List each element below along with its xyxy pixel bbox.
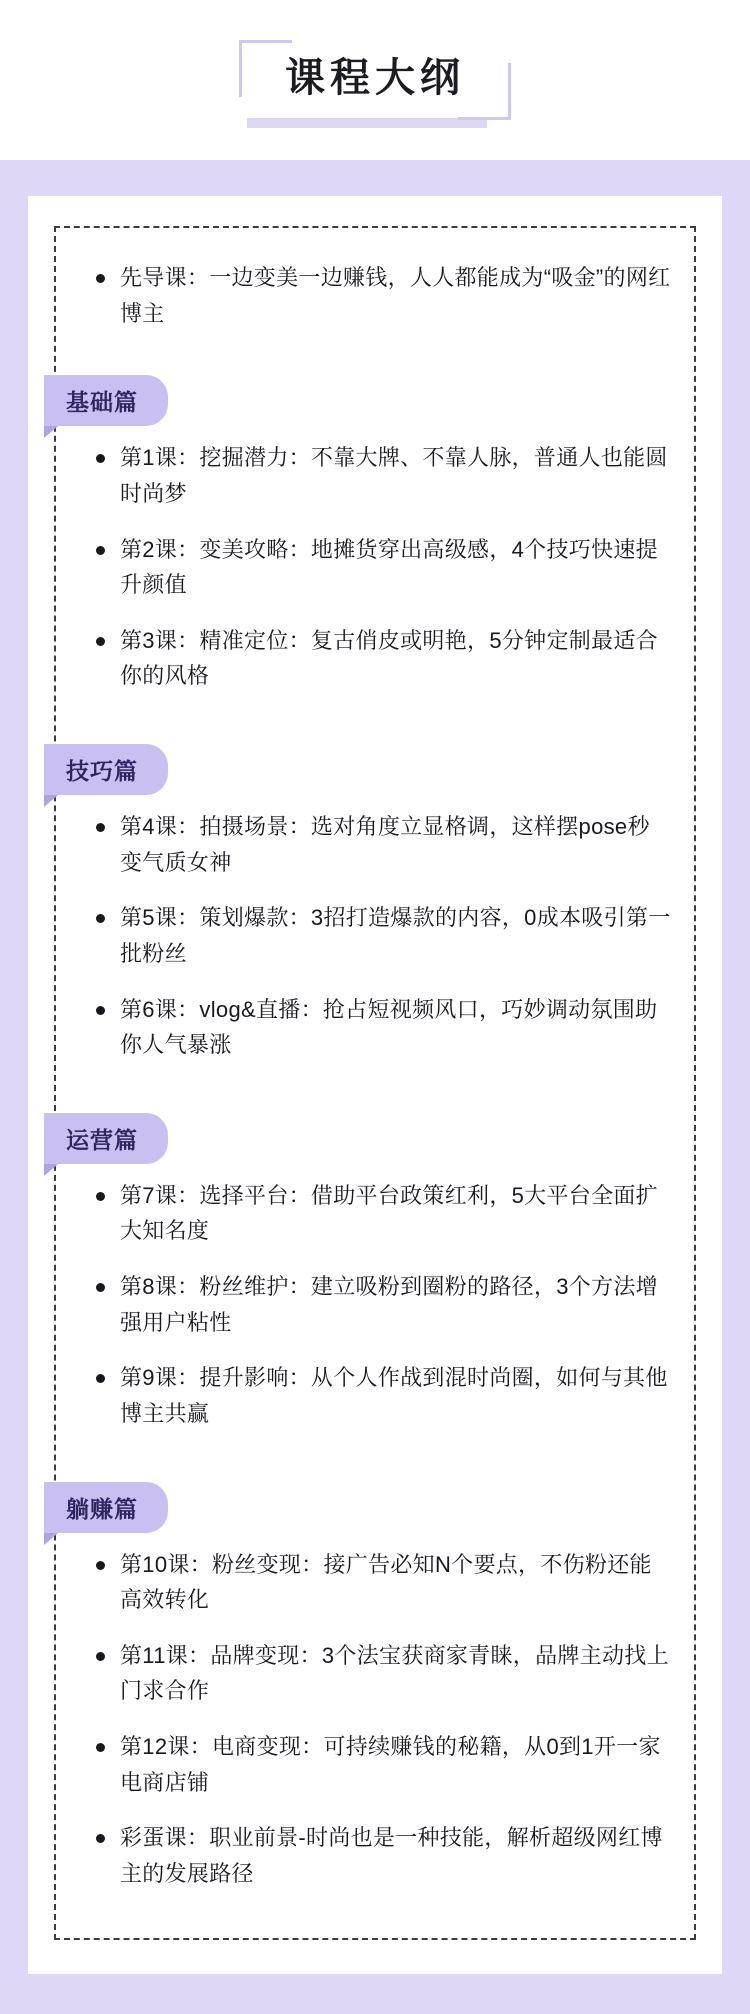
page-title: 课程大纲 bbox=[285, 56, 465, 100]
section-tag-monetization: 躺赚篇 bbox=[44, 1482, 168, 1533]
list-item: 第9课：提升影响：从个人作战到混时尚圈，如何与其他博主共赢 bbox=[92, 1360, 672, 1431]
frame-corner-bottom-right-icon bbox=[458, 63, 511, 120]
list-item: 第4课：拍摄场景：选对角度立显格调，这样摆pose秒变气质女神 bbox=[92, 809, 672, 880]
outline-dashed-box bbox=[54, 226, 696, 1940]
list-item: 第2课：变美攻略：地摊货穿出高级感，4个技巧快速提升颜值 bbox=[92, 532, 672, 603]
list-item: 第6课：vlog&直播：抢占短视频风口，巧妙调动氛围助你人气暴涨 bbox=[92, 992, 672, 1063]
list-item: 第11课：品牌变现：3个法宝获商家青睐，品牌主动找上门求合作 bbox=[92, 1638, 672, 1709]
lesson-list-skills bbox=[74, 809, 676, 1063]
outline-panel bbox=[0, 160, 750, 2014]
section-tag-basics: 基础篇 bbox=[44, 375, 168, 426]
lesson-list-monetization bbox=[74, 1547, 676, 1892]
list-item: 第10课：粉丝变现：接广告必知N个要点，不伤粉还能高效转化 bbox=[92, 1547, 672, 1618]
section-tag-skills: 技巧篇 bbox=[44, 744, 168, 795]
section-tag-operations: 运营篇 bbox=[44, 1113, 168, 1164]
list-item: 第12课：电商变现：可持续赚钱的秘籍，从0到1开一家电商店铺 bbox=[92, 1729, 672, 1800]
intro-lesson-list bbox=[74, 260, 676, 331]
title-underline-bar bbox=[247, 118, 487, 128]
page-header bbox=[0, 0, 750, 160]
lesson-list-basics bbox=[74, 440, 676, 694]
list-item: 第3课：精准定位：复古俏皮或明艳，5分钟定制最适合你的风格 bbox=[92, 623, 672, 694]
list-item: 第1课：挖掘潜力：不靠大牌、不靠人脉，普通人也能圆时尚梦 bbox=[92, 440, 672, 511]
title-frame bbox=[239, 40, 511, 120]
outline-card bbox=[28, 196, 722, 1974]
list-item: 第7课：选择平台：借助平台政策红利，5大平台全面扩大知名度 bbox=[92, 1178, 672, 1249]
list-item: 彩蛋课：职业前景-时尚也是一种技能，解析超级网红博主的发展路径 bbox=[92, 1820, 672, 1891]
list-item: 第8课：粉丝维护：建立吸粉到圈粉的路径，3个方法增强用户粘性 bbox=[92, 1269, 672, 1340]
list-item: 第5课：策划爆款：3招打造爆款的内容，0成本吸引第一批粉丝 bbox=[92, 900, 672, 971]
lesson-list-operations bbox=[74, 1178, 676, 1432]
list-item: 先导课：一边变美一边赚钱，人人都能成为“吸金”的网红博主 bbox=[92, 260, 672, 331]
